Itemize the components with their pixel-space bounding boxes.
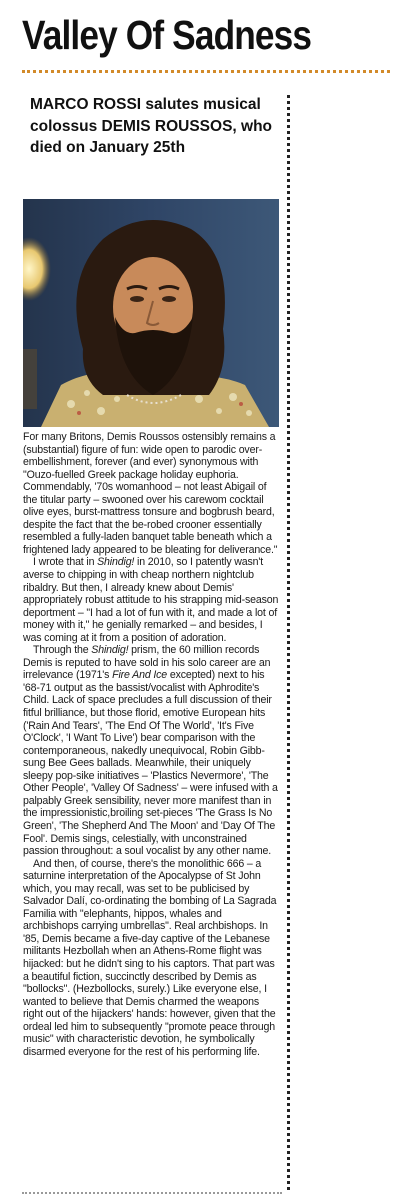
headline-divider <box>22 70 390 73</box>
demis-roussos-photo <box>23 199 279 427</box>
body-paragraph-3: Through the Shindig! prism, the 60 million records Demis is reputed to have sold in his solo career are an irrelevance (1971's Fire And Ice excepted) next to his '68-71 output as the bassist/vocalist with Aphrodite's Child. Lack of space precludes a full discussion of their fitful brilliance, but those florid, emotive European hits ('Rain And Tears', 'The End Of The World', 'It's Five O'Clock', 'I Want To Live') bear comparison with the contemporaneous, nakedly unequivocal, Robin Gibb-sung Bee Gees ballads. Meanwhile, their uniquely sleepy pop-sike initiatives – 'Plastics Nevermore', 'The Other People', 'Valley Of Sadness' – were infused with a palpably Greek sensibility, never more manifest than in the impressionistic,broiling set-pieces 'The Grass Is No Green', 'The Shepherd And The Moon' and 'Day Of The Fool'. Demis sings, celestially, with unconstrained passion throughout: a soul vocalist by any other name. <box>23 644 278 858</box>
body-paragraph-2: I wrote that in Shindig! in 2010, so I patently wasn't averse to chipping in with cheap northern nightclub ribaldry. But then, I already knew about Demis' appropriately robust attitude to his strapping mid-season deportment – "I had a lot of fun with it, and made a lot of money with it," he genially remarked – and besides, I was coming at it from a position of adoration. <box>23 556 279 644</box>
publication-title: Shindig! <box>97 556 135 569</box>
footer-divider <box>22 1192 282 1194</box>
article-headline: Valley Of Sadness <box>22 12 312 58</box>
article-body <box>23 431 279 1058</box>
body-paragraph-4: And then, of course, there's the monolithic 666 – a saturnine interpretation of the Apocalypse of St John which, you may recall, was set to be publicised by Salvador Dalí, co-ordinating the bombing of La Sagrada Familia with "elephants, hippos, whales and archbishops carrying umbrellas". Real archbishops. In '85, Demis became a five-day captive of the Lebanese militants Hezbollah when an Athens-Rome flight was hijacked: but he didn't sing to his captors. That part was a beautiful fiction, succinctly described by Demis as "bollocks". (Hezbollocks, surely.) Like everyone else, I wanted to believe that Demis charmed the weapons right out of the hijackers' hands: however, given that the ordeal led him to subsequently "promote peace through music" with characteristic devotion, he symbolically disarmed everyone for the rest of his performing life. <box>23 857 277 1058</box>
article-standfirst: MARCO ROSSI salutes musical colossus DEMIS ROUSSOS, who died on January 25th <box>30 96 273 156</box>
column-divider <box>287 95 290 1190</box>
publication-title: Shindig! <box>91 644 129 657</box>
album-title: Fire And Ice <box>112 669 168 682</box>
body-paragraph-1: For many Britons, Demis Roussos ostensibly remains a (substantial) figure of fun: wide open to parodic over-embellishment, forever (and ever) synonymous with "Ouzo-fuelled Greek package holiday euphoria. Commendably, '70s womanhood – not least Abigail of the titular party – swooned over his carewom cocktail olive eyes, burst-mattress tonsure and bogbrush beard, despite the fact that the be-robed crooner essentially resembled a fully-laden banquet table beneath which a frightened lady appeared to be bleating for deliverance." <box>23 431 278 556</box>
